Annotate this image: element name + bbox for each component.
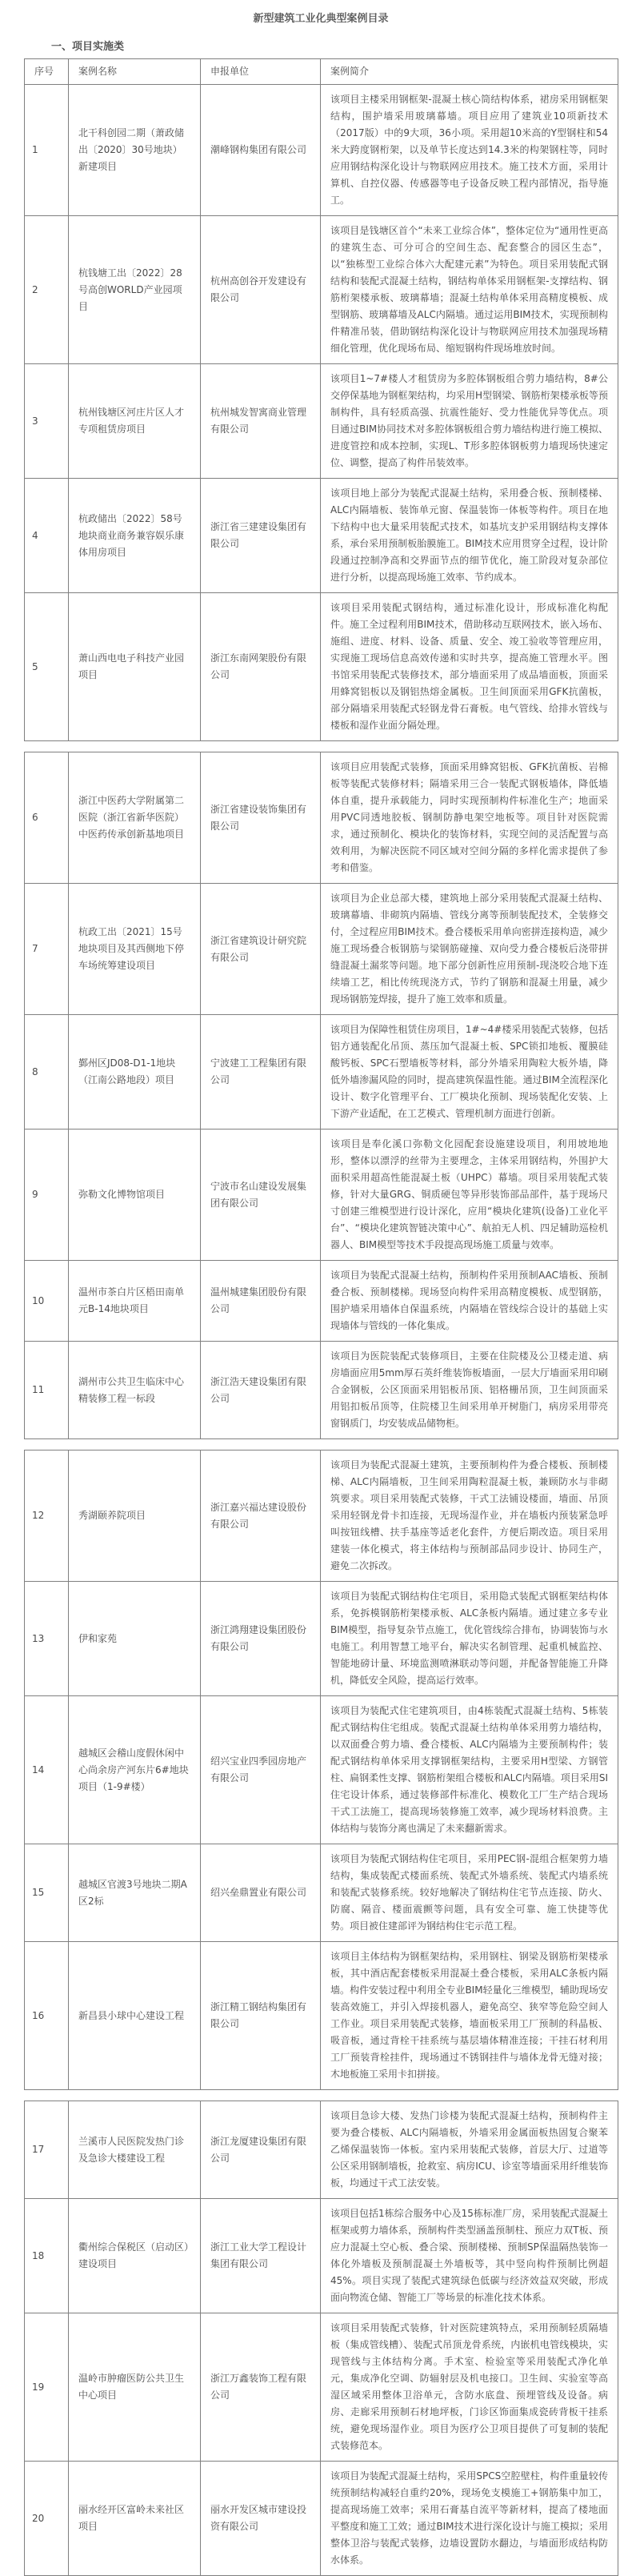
case-name-cell: 丽水经开区富岭未来社区项目 <box>69 2462 201 2576</box>
case-number-cell: 11 <box>25 1342 69 1439</box>
reporting-unit-cell: 杭州城发智寓商业管理有限公司 <box>201 364 321 479</box>
case-name-cell: 秀湖颐养院项目 <box>69 1451 201 1582</box>
table-row <box>25 1582 618 1696</box>
case-number-cell: 6 <box>25 752 69 884</box>
case-name-cell: 杭政储出〔2022〕58号地块商业商务兼容娱乐康体用房项目 <box>69 479 201 593</box>
case-summary-cell: 该项目为装配式钢结构住宅项目，采用隐式装配式钢框架结构体系，免拆模钢筋桁架楼承板、ALC条板内隔墙。通过建立多专业BIM模型，指导复杂节点施工，优化管线综合排布，协调装饰与水电施工。利用智慧工地平台，解决实名制管理、起重机械监控、智能地磅计量、环境监测喷淋联动等问题，并配备智能施工升降机，降低安全风险，提高运行效率。 <box>321 1582 618 1696</box>
column-header-intro: 案例简介 <box>321 59 618 85</box>
table-row <box>25 216 618 364</box>
case-name-cell: 新昌县小球中心建设工程 <box>69 1942 201 2090</box>
case-summary-cell: 该项目为医院装配式装修项目，主要在住院楼及公卫楼走道、病房墙面应用5mm厚石英纤维装饰板墙面，一层大厅墙面采用印刷合金钢板，公区顶面采用铝板吊顶、铝格栅吊顶，卫生间顶面采用铝扣板吊顶等，住院楼卫生间采用单开树脂门，病房采用带亮窗钢质门，均安装成品储物柜。 <box>321 1342 618 1439</box>
case-name-cell: 兰溪市人民医院发热门诊及急诊大楼建设工程 <box>69 2101 201 2199</box>
case-number-cell: 2 <box>25 216 69 364</box>
case-number-cell: 19 <box>25 2313 69 2462</box>
case-name-cell: 浙江中医药大学附属第二医院（浙江省新华医院）中医药传承创新基地项目 <box>69 752 201 884</box>
case-name-cell: 杭政工出〔2021〕15号地块项目及其西侧地下停车场统筹建设项目 <box>69 884 201 1015</box>
reporting-unit-cell: 浙江省建设装饰集团有限公司 <box>201 752 321 884</box>
case-name-cell: 弥勒文化博物馆项目 <box>69 1130 201 1261</box>
case-summary-cell: 该项目为装配式混凝土结构，采用SPCS空腔壁柱，构件重量较传统预制结构减轻自重约20%，现场免支模施工+钢筋集中加工，提高现场施工效率；采用石膏基自流平等新材料，提高了楼地面平整度和施工工效；通过BIM技术进行深化设计与施工模拟；采用整体卫浴与装配式装修，边墙设置防水翻边，与墙面形成结构防水体系。 <box>321 2462 618 2576</box>
case-name-cell: 萧山西电电子科技产业园项目 <box>69 593 201 741</box>
case-name-cell: 越城区会稽山度假休闲中心尚余房产河东片6#地块项目（1-9#楼） <box>69 1696 201 1844</box>
reporting-unit-cell: 宁波建工工程集团有限公司 <box>201 1015 321 1130</box>
case-summary-cell: 该项目应用装配式装修，顶面采用蜂窝铝板、GFK抗菌板、岩棉板等装配式装修材料；隔墙采用三合一装配式钢板墙体，降低墙体自重，提升承载能力，同时实现预制构件标准化生产；地面采用PVC同透地胶板、钢制防静电架空地板等。项目针对医院需求，通过预制化、模块化的装饰材料，实现空间的灵活配置与高效利用，为解决医院不同区域对空间分隔的多样化需求提供了参考和借鉴。 <box>321 752 618 884</box>
case-summary-cell: 该项目急诊大楼、发热门诊楼为装配式混凝土结构，预制构件主要为叠合楼板、ALC内隔墙板，外墙采用金属面板热固复合聚苯乙烯保温装饰一体板。室内采用装配式装修，首层大厅、过道等公区采用钢制墙板，抢救室、病房ICU、诊室等墙面采用纤维装饰板，均通过干式工法安装。 <box>321 2101 618 2199</box>
reporting-unit-cell: 杭州高创谷开发建设有限公司 <box>201 216 321 364</box>
table-row <box>25 1342 618 1439</box>
case-summary-cell: 该项目是奉化溪口弥勒文化园配套设施建设项目，利用坡地地形，整体以漂浮的丝带为主要理念，主体采用钢结构，外围护大面积采用超高性能混凝土板（UHPC）幕墙。项目采用装配式装修，针对大量GRG、铜质硬包等异形装饰部品部件，基于现场尺寸创建三维模型进行设计深化，应用“模块化建筑(设备)工业化平台”、“模块化建筑智链决策中心”、航拍无人机、四足辅助巡检机器人、BIM模型等技术手段提高现场施工质量与效率。 <box>321 1130 618 1261</box>
case-number-cell: 4 <box>25 479 69 593</box>
table-row <box>25 479 618 593</box>
reporting-unit-cell: 浙江东南网架股份有限公司 <box>201 593 321 741</box>
case-name-cell: 温州市茶白片区梧田南单元B-14地块项目 <box>69 1261 201 1342</box>
table-row <box>25 752 618 884</box>
case-summary-cell: 该项目主楼采用钢框架-混凝土核心筒结构体系，裙房采用钢框架结构，围护墙采用玻璃幕墙。项目应用了建筑业10项新技术（2017版）中的9大项，36小项。采用超10米高的Y型钢柱和54米大跨度钢桁架，以及单节长度达到14.3米的构架钢柱等，同时应用钢结构深化设计与物联网应用技术。施工技术方面，采用计算机、自控仪器、传感器等电子设备反映工程内部情况，指导施工。 <box>321 85 618 216</box>
column-header-name: 案例名称 <box>69 59 201 85</box>
case-summary-cell: 该项目包括1栋综合服务中心及15栋标准厂房，采用装配式混凝土框架或剪力墙体系，预制构件类型涵盖预制柱、预应力双T板、预应力混凝土空心板、叠合梁、预制楼梯、预制SP保温隔热装饰一体化外墙板及预制混凝土外墙板等，其中竖向构件预制比例超45%。项目实现了装配式建筑绿色低碳与经济效益双突破，形成面向物流仓储、智能工厂等场景的标准化技术体系。 <box>321 2199 618 2313</box>
case-table-container <box>24 58 618 2576</box>
case-number-cell: 8 <box>25 1015 69 1130</box>
reporting-unit-cell: 潮峰钢构集团有限公司 <box>201 85 321 216</box>
case-number-cell: 16 <box>25 1942 69 2090</box>
case-summary-cell: 该项目为保障性租赁住房项目，1#~4#楼采用装配式装修，包括铝方通装配化吊顶、蒸压加气混凝土板、SPC锁扣地板、覆膜硅酸钙板、SPC石塑墙板等材料，部分外墙采用陶粒大板外墙，降低外墙渗漏风险的同时，提高建筑保温性能。通过BIM全流程深化设计、数字化管理平台、工厂模块化预制、现场装配化安装、上下游产业适配，在工艺模式、管理机制方面进行创新。 <box>321 1015 618 1130</box>
reporting-unit-cell: 浙江浩天建设集团有限公司 <box>201 1342 321 1439</box>
table-row <box>25 1130 618 1261</box>
case-name-cell: 北干科创园二期（萧政储出〔2020〕30号地块）新建项目 <box>69 85 201 216</box>
case-table-block <box>24 1450 618 2090</box>
reporting-unit-cell: 宁波市名山建设发展集团有限公司 <box>201 1130 321 1261</box>
table-row <box>25 2199 618 2313</box>
reporting-unit-cell: 温州城建集团股份有限公司 <box>201 1261 321 1342</box>
case-summary-cell: 该项目采用装配式装修，针对医院建筑特点，采用预制轻质隔墙板（集成管线槽）、装配式吊顶龙骨系统，内嵌机电管线模块，实现管线与主体结构分离。手术室、检验室等采用装配式净化单元，集成净化空调、防辐射层及机电接口。卫生间、实验室等高湿区域采用整体卫浴单元，含防水底盘、预埋管线及设备。病房、走廊采用预制石材地坪板，门诊区饰面集成瓷砖背板干挂系统，避免现场湿作业。项目为医疗公卫项目提供了可复制的装配式装修范本。 <box>321 2313 618 2462</box>
case-name-cell: 衢州综合保税区（启动区）建设项目 <box>69 2199 201 2313</box>
case-number-cell: 13 <box>25 1582 69 1696</box>
case-table-block <box>24 2101 618 2576</box>
case-number-cell: 20 <box>25 2462 69 2576</box>
case-name-cell: 杭钱塘工出〔2022〕28号高创WORLD产业园项目 <box>69 216 201 364</box>
reporting-unit-cell: 绍兴垒鼎置业有限公司 <box>201 1844 321 1942</box>
case-number-cell: 7 <box>25 884 69 1015</box>
case-number-cell: 10 <box>25 1261 69 1342</box>
case-name-cell: 鄞州区JD08-D1-1地块（江南公路地段）项目 <box>69 1015 201 1130</box>
reporting-unit-cell: 浙江工业大学工程设计集团有限公司 <box>201 2199 321 2313</box>
table-row <box>25 85 618 216</box>
table-row <box>25 1844 618 1942</box>
table-row <box>25 1942 618 2090</box>
case-name-cell: 温岭市肿瘤医防公共卫生中心项目 <box>69 2313 201 2462</box>
case-number-cell: 1 <box>25 85 69 216</box>
table-row <box>25 1696 618 1844</box>
case-summary-cell: 该项目为装配式住宅建筑项目，由4栋装配式混凝土结构、5栋装配式钢结构住宅组成。装配式混凝土结构单体采用剪力墙结构，以双面叠合剪力墙、叠合楼板、ALC内隔墙为主要预制构件；装配式钢结构单体采用支撑钢框架结构，主要采用H型梁、方钢管柱、扁钢柔性支撑、钢筋桁架组合楼板和ALC内隔墙。项目采用SI住宅设计体系，通过装修部件标准化、模数化工厂生产结合现场干式工法施工，提高现场装修施工效率，减少现场材料浪费。主体结构与装饰分离也满足了未来翻新需求。 <box>321 1696 618 1844</box>
column-header-no: 序号 <box>25 59 69 85</box>
case-name-cell: 杭州钱塘区河庄片区人才专项租赁房项目 <box>69 364 201 479</box>
reporting-unit-cell: 绍兴宝业四季园房地产有限公司 <box>201 1696 321 1844</box>
table-row <box>25 2101 618 2199</box>
case-summary-cell: 该项目为企业总部大楼，建筑地上部分采用装配式混凝土结构、玻璃幕墙、非砌筑内隔墙、管线分离等预制装配技术，全装修交付，全过程应用BIM技术。叠合楼板采用单向密拼连接构造，减少施工现场叠合板钢筋与梁钢筋碰撞、双向受力叠合楼板后浇带拼缝混凝土漏浆等问题。地下部分创新性应用预制-现浇咬合地下连续墙工艺，相比传统现浇方式，节约了钢筋和混凝土用量，减少现场钢筋笼焊接，提升了施工效率和质量。 <box>321 884 618 1015</box>
case-summary-cell: 该项目1~7#楼人才租赁房为多腔体钢板组合剪力墙结构，8#公交停保基地为钢框架结构，均采用H型钢梁、钢筋桁架楼承板等预制构件，具有轻质高强、抗震性能好、受力性能优异等优点。项目通过BIM协同技术对多腔体钢板组合剪力墙结构进行施工模拟、进度管控和成本控制，实现L、T形多腔体钢板剪力墙现场快速定位、调整，提高了构件吊装效率。 <box>321 364 618 479</box>
table-row <box>25 593 618 741</box>
case-number-cell: 18 <box>25 2199 69 2313</box>
table-row <box>25 364 618 479</box>
case-summary-cell: 该项目为装配式钢结构住宅项目，采用PEC钢-混组合框架剪力墙结构，集成装配式楼面系统、装配式外墙系统、装配式内墙系统和装配式装修系统。较好地解决了钢结构住宅节点连接、防火、防腐、隔音、楼面震颤等问题，具有安全可靠、施工快捷等优势。项目被住建部评为钢结构住宅示范工程。 <box>321 1844 618 1942</box>
case-name-cell: 伊和家苑 <box>69 1582 201 1696</box>
case-summary-cell: 该项目主体结构为钢框架结构，采用钢柱、钢梁及钢筋桁架楼承板，其中酒店配套楼板采用混凝土叠合楼板，采用ALC条板内隔墙。构件安装过程中利用全专业BIM轻量化三维模型，辅助现场安装高效施工，并引入焊接机器人，避免高空、狭窄等危险空间人工作业。项目采用装配式装修，墙面板采用工厂预制的科晶板、吸音板，通过背栓干挂系统与基层墙体精准连接；干挂石材利用工厂预装背栓挂件，现场通过不锈钢挂件与墙体龙骨无缝对接；木地板施工采用卡扣拼接。 <box>321 1942 618 2090</box>
case-summary-cell: 该项目是钱塘区首个“未来工业综合体”，整体定位为“通用性更高的建筑生态、可分可合的空间生态、配套整合的园区生态”，以“独栋型工业综合体六大配建元素”为特色。项目采用装配式钢结构和装配式混凝土结构，钢结构单体采用钢框架-支撑结构、钢筋桁架楼承板、玻璃幕墙；混凝土结构单体采用高精度模板、成型钢筋、玻璃幕墙及ALC内隔墙。通过运用BIM技术，实现预制构件精准吊装，借助钢结构深化设计与物联网应用技术加强现场精细化管理，优化现场布局、缩短钢构件现场堆放时间。 <box>321 216 618 364</box>
case-name-cell: 湖州市公共卫生临床中心精装修工程一标段 <box>69 1342 201 1439</box>
reporting-unit-cell: 浙江龙厦建设集团有限公司 <box>201 2101 321 2199</box>
table-row <box>25 884 618 1015</box>
case-number-cell: 9 <box>25 1130 69 1261</box>
table-row <box>25 1451 618 1582</box>
case-number-cell: 14 <box>25 1696 69 1844</box>
case-name-cell: 越城区官渡3号地块二期A区2标 <box>69 1844 201 1942</box>
case-number-cell: 12 <box>25 1451 69 1582</box>
table-header-row <box>25 59 618 85</box>
table-row <box>25 1261 618 1342</box>
table-row <box>25 2462 618 2576</box>
reporting-unit-cell: 浙江嘉兴福达建设股份有限公司 <box>201 1451 321 1582</box>
column-header-unit: 申报单位 <box>201 59 321 85</box>
reporting-unit-cell: 浙江万鑫装饰工程有限公司 <box>201 2313 321 2462</box>
case-number-cell: 5 <box>25 593 69 741</box>
reporting-unit-cell: 浙江精工钢结构集团有限公司 <box>201 1942 321 2090</box>
case-summary-cell: 该项目采用装配式钢结构，通过标准化设计，形成标准化构配件。施工全过程利用BIM技术，借助移动互联网技术，嵌入场布、施组、进度、材料、设备、质量、安全、竣工验收等管理应用，实现施工现场信息高效传递和实时共享，提高施工管理水平。图书馆采用装配式装修技术，部分墙面采用了成品墙面板，顶面采用蜂窝铝板以及钢铝热熔金属板。卫生间顶面采用GFK抗菌板，部分隔墙采用装配式轻钢龙骨石膏板。电气管线、给排水管线与楼板和湿作业面分隔处理。 <box>321 593 618 741</box>
reporting-unit-cell: 浙江鸿翔建设集团股份有限公司 <box>201 1582 321 1696</box>
case-summary-cell: 该项目地上部分为装配式混凝土结构，采用叠合板、预制楼梯、ALC内隔墙板、装饰单元窗、保温装饰一体板等构件。项目在地下结构中也大量采用装配式技术，如基坑支护采用钢结构支撑体系，承台采用预制板胎膜施工。BIM技术应用贯穿全过程，设计阶段通过控制净高和交界面节点的细节优化，施工阶段对复杂部位进行分析，以提高现场施工效率、节约成本。 <box>321 479 618 593</box>
document-title: 新型建筑工业化典型案例目录 <box>253 13 389 25</box>
case-number-cell: 3 <box>25 364 69 479</box>
table-row <box>25 1015 618 1130</box>
reporting-unit-cell: 浙江省建筑设计研究院有限公司 <box>201 884 321 1015</box>
reporting-unit-cell: 浙江省三建建设集团有限公司 <box>201 479 321 593</box>
case-summary-cell: 该项目为装配式混凝土建筑，主要预制构件为叠合楼板、预制楼梯、ALC内隔墙板，卫生间采用陶粒混凝土板，兼顾防水与非砌筑要求。项目采用装配式装修，干式工法铺设楼面，墙面、吊顶采用轻钢龙骨卡扣连接，无现场湿作业，并在墙板内预装紧急呼叫按钮线槽、扶手基座等适老化套件，方便后期改造。项目采用建装一体化模式，将主体结构与预制部品同步设计、协同生产，避免二次拆改。 <box>321 1451 618 1582</box>
case-table-block <box>24 58 618 741</box>
case-table-block <box>24 752 618 1439</box>
case-number-cell: 17 <box>25 2101 69 2199</box>
case-summary-cell: 该项目为装配式混凝土结构，预制构件采用预制AAC墙板、预制叠合板、预制楼梯。现场竖向构件采用高精度模板、成型钢筋，围护墙采用墙体自保温系统，内隔墙在管线综合设计的基础上实现墙体与管线的一体化集成。 <box>321 1261 618 1342</box>
table-row <box>25 2313 618 2462</box>
section-heading: 一、项目实施类 <box>51 41 125 53</box>
case-number-cell: 15 <box>25 1844 69 1942</box>
reporting-unit-cell: 丽水开发区城市建设投资有限公司 <box>201 2462 321 2576</box>
